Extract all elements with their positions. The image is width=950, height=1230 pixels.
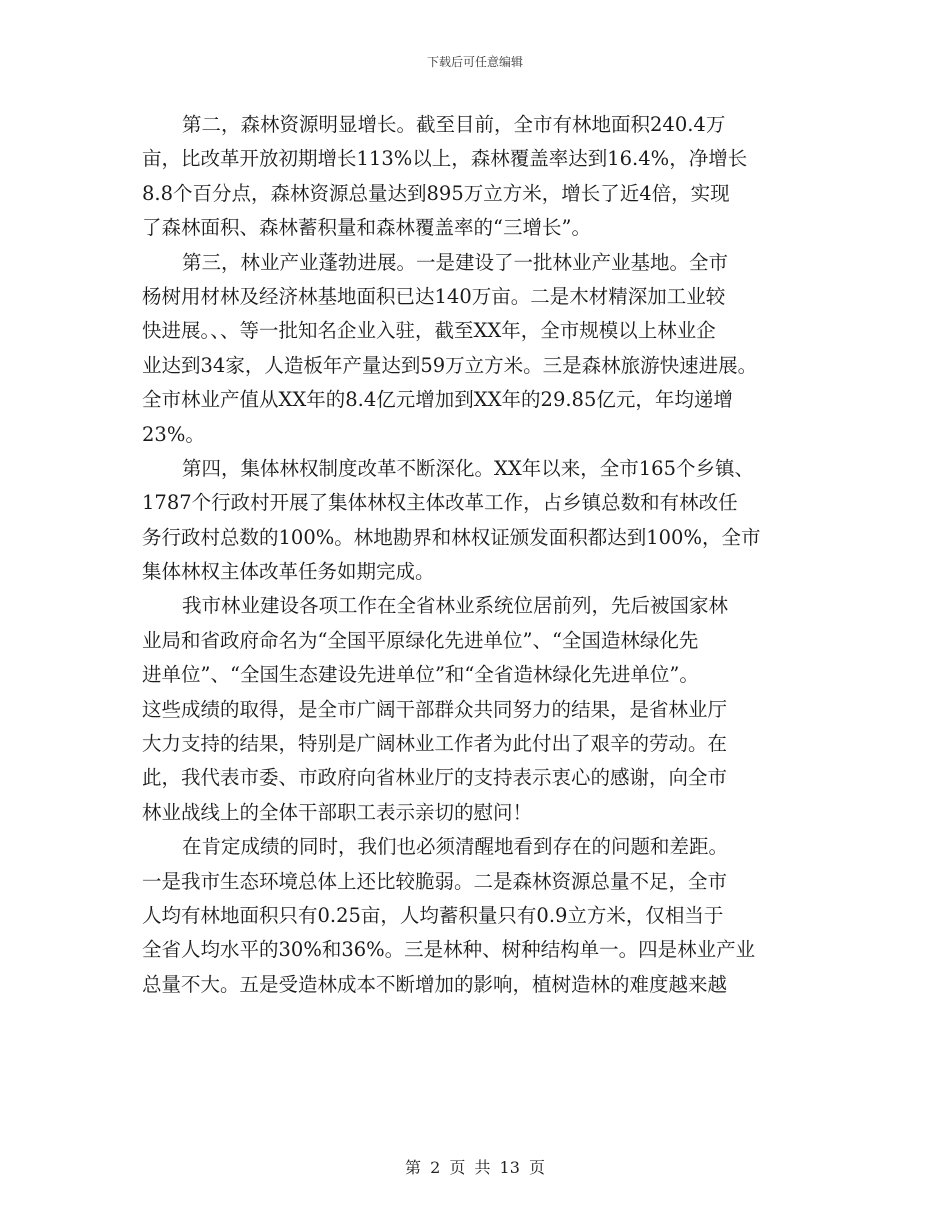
document-body bbox=[142, 108, 810, 1002]
text-line: 大力支持的结果，特别是广阔林业工作者为此付出了艰辛的劳动。在 bbox=[142, 732, 728, 756]
text-line: 总量不大。五是受造林成本不断增加的影响，植树造林的难度越来越 bbox=[142, 972, 728, 996]
text-line: 8.8个百分点，森林资源总量达到895万立方米，增长了近4倍，实现 bbox=[142, 181, 730, 205]
text-line: 人均有林地面积只有0.25亩，人均蓄积量只有0.9立方米，仅相当于 bbox=[142, 903, 724, 927]
text-line: 全市林业产值从XX年的8.4亿元增加到XX年的29.85亿元，年均递增 bbox=[142, 388, 733, 412]
paragraph-forest-rights-reform bbox=[142, 452, 810, 590]
paragraph-forest-resources bbox=[142, 108, 810, 246]
paragraph-achievements bbox=[142, 589, 810, 830]
text-line: 1787个行政村开展了集体林权主体改革工作，占乡镇总数和有林改任 bbox=[142, 491, 738, 515]
text-line: 了森林面积、森林蓄积量和森林覆盖率的“三增长”。 bbox=[142, 216, 591, 240]
text-line: 务行政村总数的100%。林地勘界和林权证颁发面积都达到100%，全市 bbox=[142, 525, 761, 549]
text-line: 第四，集体林权制度改革不断深化。XX年以来，全市165个乡镇、 bbox=[182, 456, 754, 480]
paragraph-forestry-industry bbox=[142, 246, 810, 452]
text-line: 林业战线上的全体干部职工表示亲切的慰问！ bbox=[142, 800, 533, 824]
paragraph-problems bbox=[142, 830, 810, 1002]
page-number-footer: 第 2 页 共 13 页 bbox=[405, 1158, 545, 1177]
text-line: 快进展。、、等一批知名企业入驻，截至XX年，全市规模以上林业企 bbox=[142, 319, 716, 343]
text-line: 亩，比改革开放初期增长113%以上，森林覆盖率达到16.4%，净增长 bbox=[142, 147, 748, 171]
text-line: 第二，森林资源明显增长。截至目前，全市有林地面积240.4万 bbox=[182, 113, 726, 136]
text-line: 业达到34家，人造板年产量达到59万立方米。三是森林旅游快速进展。 bbox=[142, 353, 758, 377]
text-line: 业局和省政府命名为“全国平原绿化先进单位”、“全国造林绿化先 bbox=[142, 628, 699, 652]
text-line: 这些成绩的取得，是全市广阔干部群众共同努力的结果，是省林业厅 bbox=[142, 697, 728, 721]
text-line: 此，我代表市委、市政府向省林业厅的支持表示衷心的感谢，向全市 bbox=[142, 766, 728, 790]
text-line: 杨树用材林及经济林基地面积已达140万亩。二是木材精深加工业较 bbox=[142, 284, 726, 308]
text-line: 我市林业建设各项工作在全省林业系统位居前列，先后被国家林 bbox=[182, 594, 729, 618]
text-line: 进单位”、“全国生态建设先进单位”和“全省造林绿化先进单位”。 bbox=[142, 663, 699, 687]
text-line: 集体林权主体改革任务如期完成。 bbox=[142, 560, 435, 584]
text-line: 在肯定成绩的同时，我们也必须清醒地看到存在的问题和差距。 bbox=[182, 835, 729, 859]
text-line: 全省人均水平的30%和36%。三是林种、树种结构单一。四是林业产业 bbox=[142, 938, 756, 962]
text-line: 23%。 bbox=[142, 422, 205, 446]
text-line: 一是我市生态环境总体上还比较脆弱。二是森林资源总量不足，全市 bbox=[142, 869, 728, 893]
page-header-note: 下载后可任意编辑 bbox=[426, 55, 523, 69]
text-line: 第三，林业产业蓬勃进展。一是建设了一批林业产业基地。全市 bbox=[182, 250, 729, 274]
